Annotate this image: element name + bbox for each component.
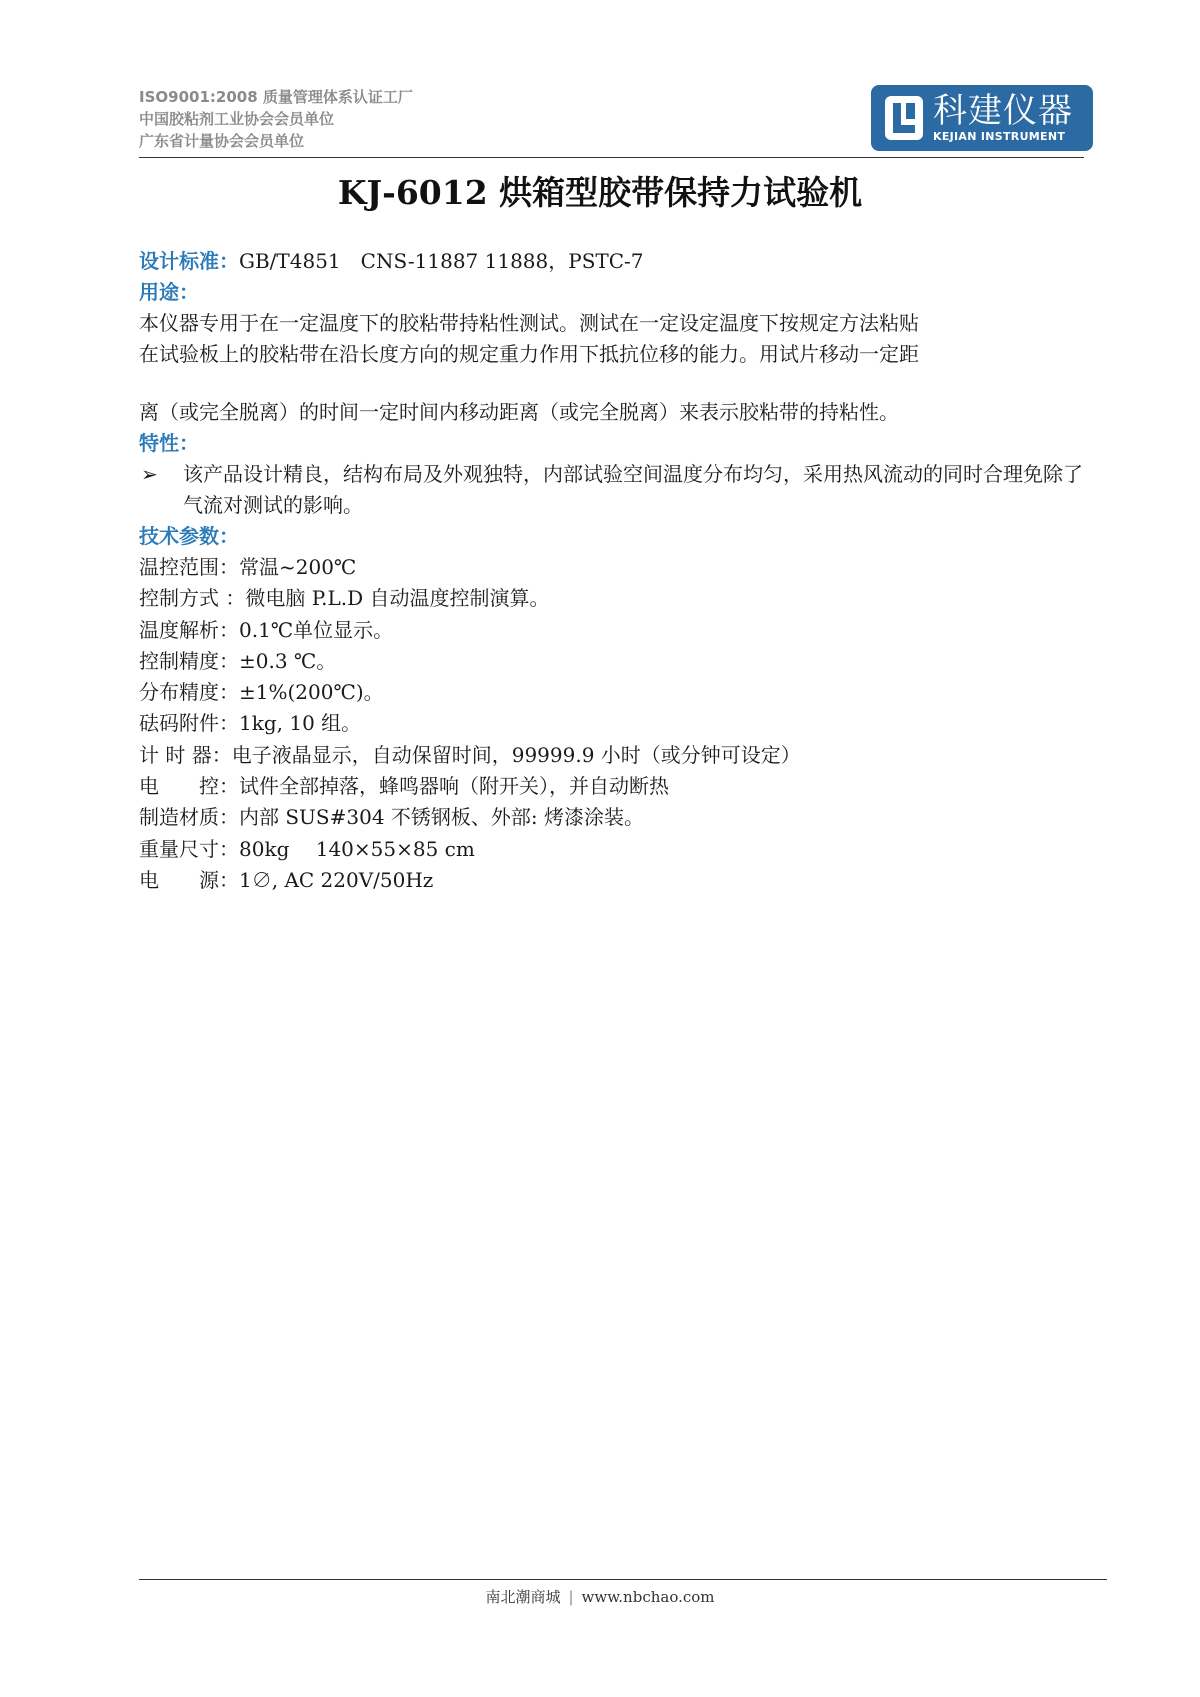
logo-english-name: KEJIAN INSTRUMENT <box>933 130 1066 143</box>
header-line-adhesive-association: 中国胶粘剂工业协会会员单位 <box>139 110 335 128</box>
usage-heading: 用途： <box>139 280 199 304</box>
footer-divider <box>139 1579 1107 1580</box>
header-line-iso: ISO9001:2008 质量管理体系认证工厂 <box>139 88 413 106</box>
spec-item: 温度解析：0.1℃单位显示。 <box>139 617 394 642</box>
spec-item: 计 时 器：电子液晶显示，自动保留时间，99999.9 小时（或分钟可设定） <box>139 742 801 767</box>
logo-chinese-name: 科建仪器 <box>933 91 1073 131</box>
header-certifications <box>139 86 413 152</box>
spec-item: 砝码附件：1kg, 10 组。 <box>139 711 362 736</box>
page-title: KJ-6012 烘箱型胶带保持力试验机 <box>337 173 863 212</box>
arrow-bullet-icon: ➢ <box>141 462 158 486</box>
spec-item: 电 源：1∅, AC 220V/50Hz <box>139 867 434 892</box>
header-divider <box>139 157 1084 158</box>
header-line-metrology-association: 广东省计量协会会员单位 <box>139 132 305 150</box>
spec-item: 制造材质：内部 SUS#304 不锈钢板、外部: 烤漆涂装。 <box>139 805 644 830</box>
spec-item: 重量尺寸：80kg 140×55×85 cm <box>139 836 475 861</box>
standard-line <box>139 246 1094 277</box>
standard-value: GB/T4851 CNS-11887 11888，PSTC-7 <box>239 249 644 273</box>
usage-line: 本仪器专用于在一定温度下的胶粘带持粘性测试。测试在一定设定温度下按规定方法粘贴 <box>139 311 919 335</box>
footer-url[interactable]: www.nbchao.com <box>581 1588 715 1606</box>
feature-item <box>139 459 1094 521</box>
usage-paragraph <box>139 308 1094 428</box>
feature-text: 该产品设计精良，结构布局及外观独特，内部试验空间温度分布均匀，采用热风流动的同时合理免除了气流对测试的影响。 <box>183 462 1083 517</box>
footer-site-name: 南北潮商城 <box>485 1588 561 1606</box>
spec-item: 温控范围：常温~200℃ <box>139 555 357 579</box>
spec-item: 控制精度：±0.3 ℃。 <box>139 648 337 673</box>
usage-line: 离（或完全脱离）的时间一定时间内移动距离（或完全脱离）来表示胶粘带的持粘性。 <box>139 400 899 424</box>
footer-separator: | <box>568 1588 574 1606</box>
ls-logo-icon <box>885 96 923 140</box>
spec-item: 电 控：试件全部掉落，蜂鸣器响（附开关），并自动断热 <box>139 774 669 799</box>
spec-item: 控制方式 ：微电脑 P.L.D 自动温度控制演算。 <box>139 586 550 611</box>
spec-item: 分布精度：±1%(200℃)。 <box>139 680 384 705</box>
company-logo <box>871 85 1093 151</box>
page-footer <box>0 1586 1200 1608</box>
specs-list <box>139 552 1094 896</box>
specs-heading: 技术参数： <box>139 524 239 548</box>
standard-label: 设计标准： <box>139 249 239 273</box>
document-body <box>139 246 1094 896</box>
features-heading: 特性： <box>139 431 199 455</box>
usage-line: 在试验板上的胶粘带在沿长度方向的规定重力作用下抵抗位移的能力。用试片移动一定距 <box>139 342 919 366</box>
